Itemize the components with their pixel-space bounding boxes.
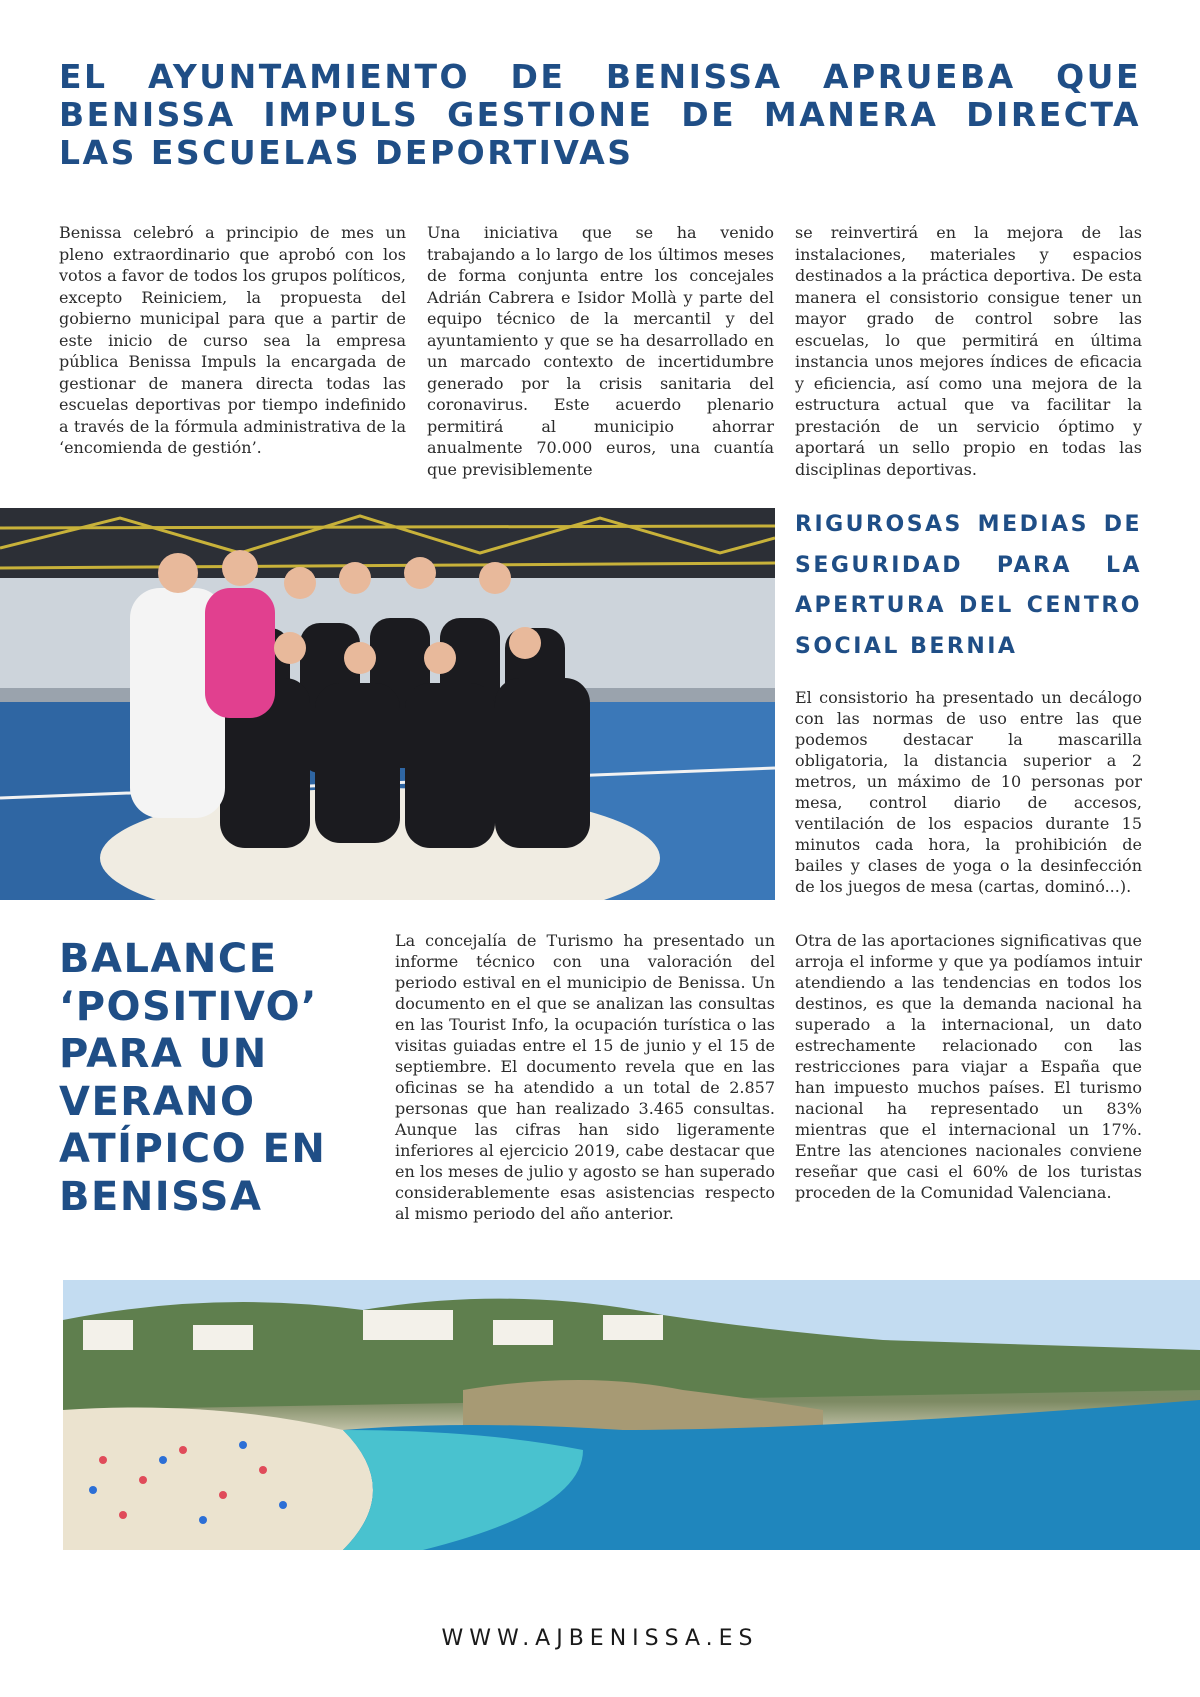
article1-column-1: Benissa celebró a principio de mes un pleno extraordinario que aprobó con los votos a favor de todos los grupos políticos, excepto Reiniciem, la propuesta del gobierno municipal para que a partir de este inicio de curso sea la empresa pública Benissa Impuls la encargada de gestionar de manera directa todas las escuelas deportivas por tiempo indefinido a través de la fórmula administrativa de la ‘encomienda de gestión’.	[59, 223, 406, 457]
beach-photo	[63, 1280, 1200, 1550]
section-headline-centro-social: RIGUROSAS MEDIAS DE SEGURIDAD PARA LA APERTURA DEL CENTRO SOCIAL BERNIA	[795, 512, 1142, 659]
footer-website-link[interactable]: WWW.AJBENISSA.ES	[441, 1626, 759, 1651]
article1-column-2: Una iniciativa que se ha venido trabajando a lo largo de los últimos meses de forma conjunta entre los concejales Adrián Cabrera e Isidor Mollà y parte del equipo técnico de la mercantil y del ayuntamiento y que se ha desarrollado en un marcado contexto de incertidumbre generado por la crisis sanitaria del coronavirus. Este acuerdo plenario permitirá al municipio ahorrar anualmente 70.000 euros, una cuantía que previsiblemente	[427, 223, 774, 479]
article3-column-1: La concejalía de Turismo ha presentado un informe técnico con una valoración del periodo estival en el municipio de Benissa. Un documento en el que se analizan las consultas en las Tourist Info, la ocupación turística o las visitas guiadas entre el 15 de junio y el 15 de septiembre. El documento revela que en las oficinas se ha atendido a un total de 2.857 personas que han realizado 3.465 consultas. Aunque las cifras han sido ligeramente inferiores al ejercicio 2019, cabe destacar que en los meses de julio y agosto se han superado considerablemente esas asistencias respecto al mismo periodo del año anterior.	[395, 931, 775, 1223]
beach-illustration	[63, 1280, 1200, 1550]
main-headline: EL AYUNTAMIENTO DE BENISSA APRUEBA QUE BENISSA IMPULS GESTIONE DE MANERA DIRECTA LAS ESCUELAS DEPORTIVAS	[59, 57, 1141, 172]
article1-column-3: se reinvertirá en la mejora de las instalaciones, materiales y espacios destinados a la práctica deportiva. De esta manera el consistorio consigue tener un mayor grado de control sobre las escuelas, lo que permitirá en última instancia unos mejores índices de eficacia y eficiencia, así como una mejora de la estructura actual que va facilitar la prestación de un servicio óptimo y aportará un sello propio en todas las disciplinas deportivas.	[795, 223, 1142, 479]
article2-body: El consistorio ha presentado un decálogo con las normas de uso entre las que podemos destacar la mascarilla obligatoria, la distancia superior a 2 metros, un máximo de 10 personas por mesa, control diario de accesos, ventilación de los espacios durante 15 minutos cada hora, la prohibición de bailes y clases de yoga o la desinfección de los juegos de mesa (cartas, dominó...).	[795, 688, 1142, 896]
volleyball-team-photo	[0, 508, 775, 900]
article3-column-2: Otra de las aportaciones significativas que arroja el informe y que ya podíamos intuir atendiendo a las tendencias en todos los destinos, es que la demanda nacional ha superado a la internacional, un dato estrechamente relacionado con las restricciones para viajar a España que han impuesto muchos países. El turismo nacional ha representado un 83% mientras que el internacional un 17%. Entre las atenciones nacionales conviene reseñar que casi el 60% de los turistas proceden de la Comunidad Valenciana.	[795, 931, 1142, 1202]
volleyball-team-illustration	[0, 508, 775, 900]
section-headline-balance: BALANCE ‘POSITIVO’ PARA UN VERANO ATÍPICO EN BENISSA	[59, 936, 327, 1220]
